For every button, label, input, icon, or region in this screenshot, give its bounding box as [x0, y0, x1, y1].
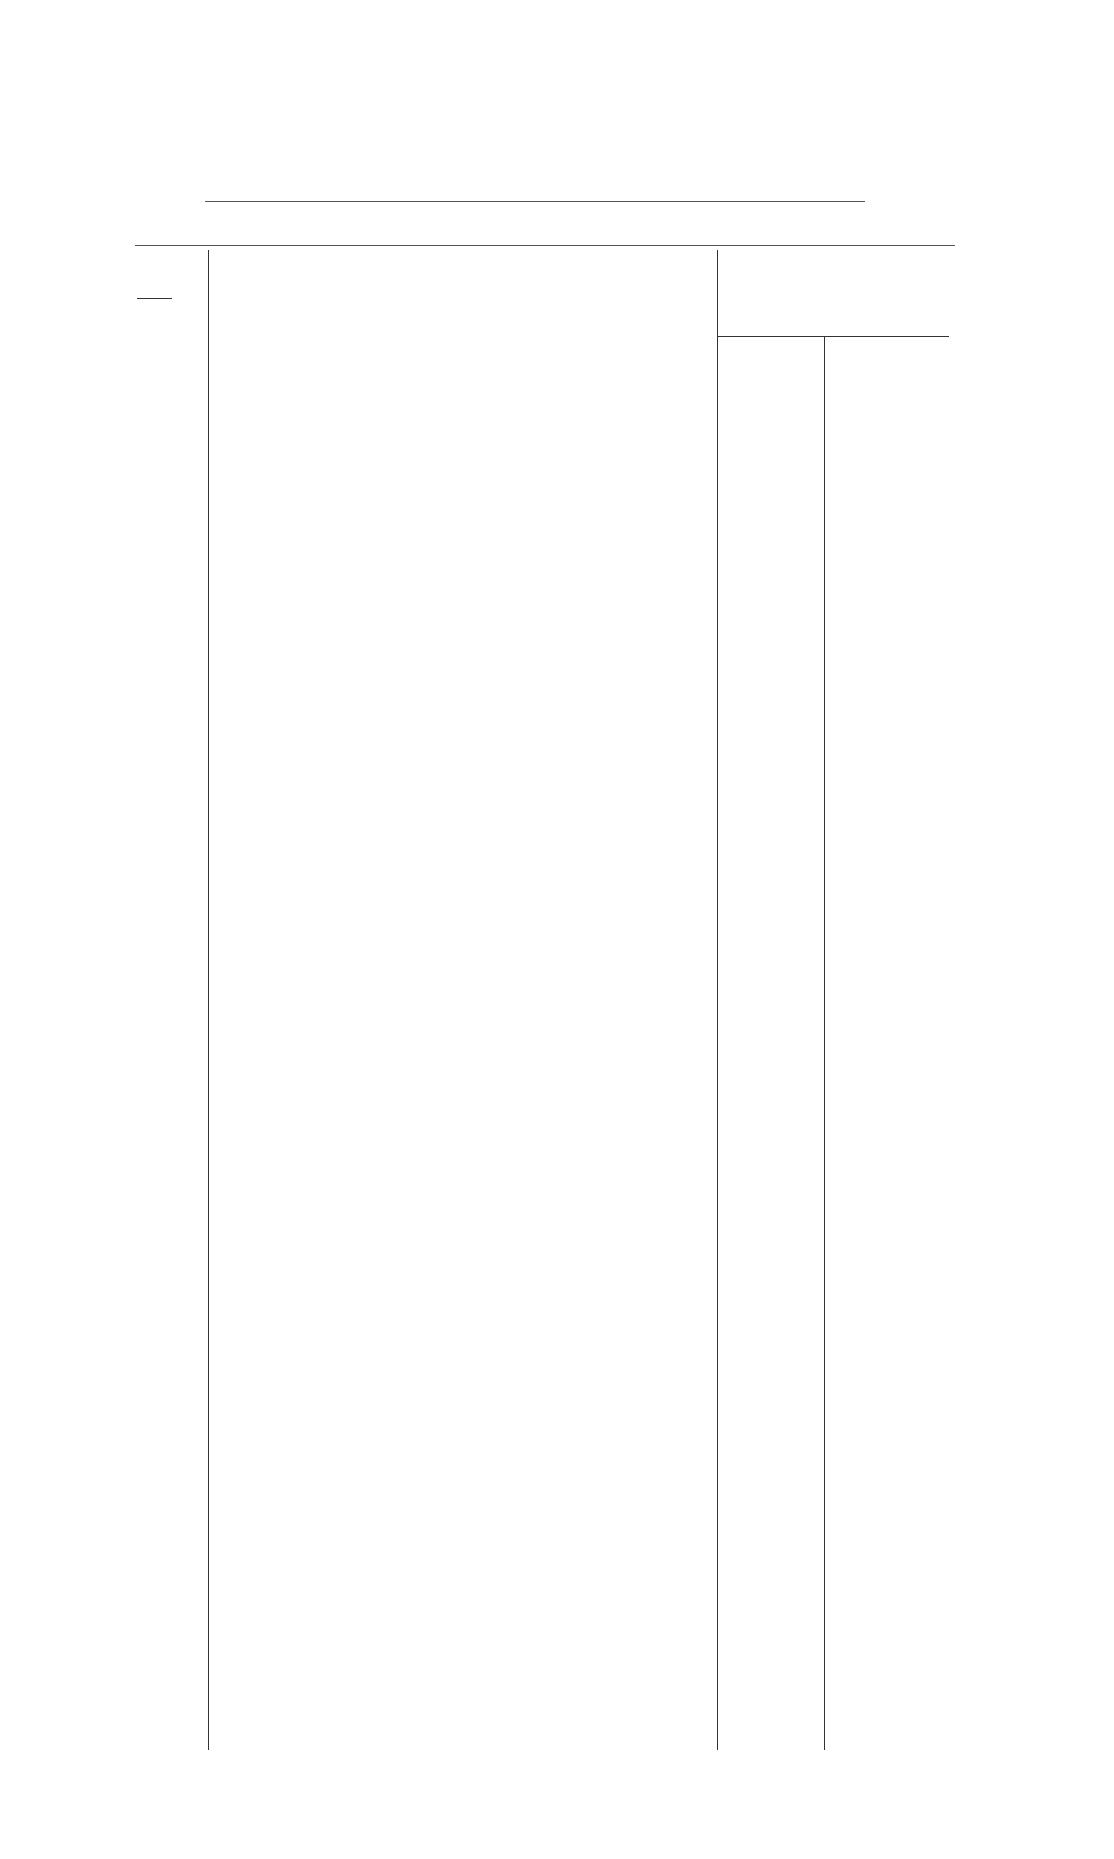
- item-column-rule: [208, 250, 209, 1750]
- item-header-rule: [137, 298, 172, 299]
- title-rule: [205, 201, 865, 202]
- description-column-rule: [717, 250, 718, 1750]
- amount-column-rule: [824, 336, 825, 1750]
- year-header-rule: [717, 336, 949, 337]
- table-top-rule: [135, 245, 955, 246]
